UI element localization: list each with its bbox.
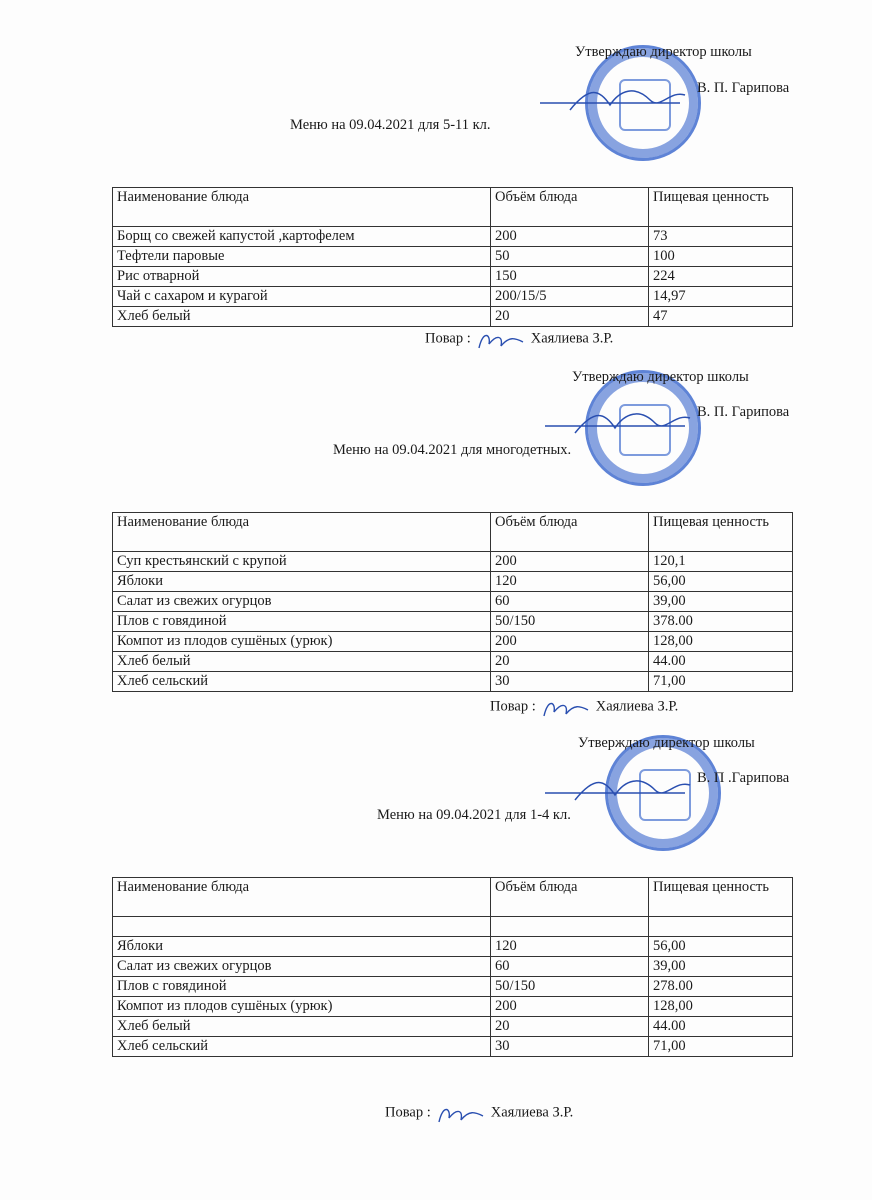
dish-name: Хлеб сельский bbox=[113, 1037, 491, 1057]
header-cell: Пищевая ценность bbox=[649, 188, 793, 227]
table-row bbox=[113, 1037, 793, 1057]
portion-size: 30 bbox=[491, 1037, 649, 1057]
director-signature bbox=[540, 85, 690, 120]
dish-name: Салат из свежих огурцов bbox=[113, 957, 491, 977]
menu-table bbox=[112, 877, 793, 1057]
portion-size: 200 bbox=[491, 552, 649, 572]
portion-size: 60 bbox=[491, 592, 649, 612]
dish-name: Салат из свежих огурцов bbox=[113, 592, 491, 612]
nutritional-value: 39,00 bbox=[649, 957, 793, 977]
dish-name bbox=[113, 917, 491, 937]
dish-name: Хлеб белый bbox=[113, 1017, 491, 1037]
nutritional-value: 128,00 bbox=[649, 997, 793, 1017]
dish-name: Плов с говядиной bbox=[113, 612, 491, 632]
approval-text: Утверждаю директор школы bbox=[572, 369, 749, 385]
nutritional-value: 39,00 bbox=[649, 592, 793, 612]
dish-name: Борщ со свежей капустой ,картофелем bbox=[113, 227, 491, 247]
table-header-row bbox=[113, 878, 793, 917]
approval-text: Утверждаю директор школы bbox=[575, 44, 752, 60]
portion-size: 20 bbox=[491, 307, 649, 327]
cook-signature bbox=[471, 330, 531, 348]
header-cell: Наименование блюда bbox=[113, 188, 491, 227]
nutritional-value: 71,00 bbox=[649, 672, 793, 692]
portion-size: 20 bbox=[491, 652, 649, 672]
table-header-row bbox=[113, 188, 793, 227]
director-name: В. П .Гарипова bbox=[697, 770, 790, 786]
cook-label: Повар : bbox=[425, 330, 471, 347]
director-name: В. П. Гарипова bbox=[697, 404, 790, 420]
table-row bbox=[113, 672, 793, 692]
header-cell: Наименование блюда bbox=[113, 878, 491, 917]
nutritional-value bbox=[649, 917, 793, 937]
nutritional-value: 100 bbox=[649, 247, 793, 267]
portion-size: 200 bbox=[491, 632, 649, 652]
dish-name: Плов с говядиной bbox=[113, 977, 491, 997]
menu-table bbox=[112, 187, 793, 327]
table-row bbox=[113, 247, 793, 267]
nutritional-value: 56,00 bbox=[649, 572, 793, 592]
cook-label: Повар : bbox=[385, 1104, 431, 1121]
nutritional-value: 44.00 bbox=[649, 1017, 793, 1037]
table-row bbox=[113, 552, 793, 572]
dish-name: Компот из плодов сушёных (урюк) bbox=[113, 997, 491, 1017]
nutritional-value: 44.00 bbox=[649, 652, 793, 672]
dish-name: Хлеб белый bbox=[113, 652, 491, 672]
dish-name: Чай с сахаром и курагой bbox=[113, 287, 491, 307]
portion-size: 200/15/5 bbox=[491, 287, 649, 307]
table-row bbox=[113, 632, 793, 652]
portion-size: 60 bbox=[491, 957, 649, 977]
nutritional-value: 71,00 bbox=[649, 1037, 793, 1057]
nutritional-value: 224 bbox=[649, 267, 793, 287]
dish-name: Яблоки bbox=[113, 937, 491, 957]
cook-line bbox=[490, 698, 678, 716]
portion-size: 20 bbox=[491, 1017, 649, 1037]
table-row bbox=[113, 997, 793, 1017]
cook-signature bbox=[536, 698, 596, 716]
cook-line bbox=[385, 1104, 573, 1122]
nutritional-value: 128,00 bbox=[649, 632, 793, 652]
nutritional-value: 378.00 bbox=[649, 612, 793, 632]
portion-size: 50 bbox=[491, 247, 649, 267]
director-signature bbox=[545, 775, 695, 810]
table-row bbox=[113, 287, 793, 307]
nutritional-value: 14,97 bbox=[649, 287, 793, 307]
approval-text: Утверждаю директор школы bbox=[578, 735, 755, 751]
portion-size: 50/150 bbox=[491, 977, 649, 997]
header-cell: Объём блюда bbox=[491, 188, 649, 227]
dish-name: Рис отварной bbox=[113, 267, 491, 287]
dish-name: Хлеб белый bbox=[113, 307, 491, 327]
portion-size: 120 bbox=[491, 937, 649, 957]
nutritional-value: 56,00 bbox=[649, 937, 793, 957]
menu-table bbox=[112, 512, 793, 692]
nutritional-value: 120,1 bbox=[649, 552, 793, 572]
portion-size: 200 bbox=[491, 997, 649, 1017]
menu-title: Меню на 09.04.2021 для многодетных. bbox=[333, 442, 572, 458]
header-cell: Объём блюда bbox=[491, 878, 649, 917]
dish-name: Хлеб сельский bbox=[113, 672, 491, 692]
header-cell: Пищевая ценность bbox=[649, 513, 793, 552]
cook-line bbox=[425, 330, 613, 348]
table-row bbox=[113, 937, 793, 957]
table-row bbox=[113, 612, 793, 632]
header-cell: Пищевая ценность bbox=[649, 878, 793, 917]
cook-name: Хаялиева З.Р. bbox=[595, 698, 679, 715]
header-cell: Объём блюда bbox=[491, 513, 649, 552]
table-row bbox=[113, 592, 793, 612]
portion-size: 120 bbox=[491, 572, 649, 592]
director-name: В. П. Гарипова bbox=[697, 80, 790, 96]
table-row bbox=[113, 1017, 793, 1037]
table-row bbox=[113, 267, 793, 287]
portion-size: 50/150 bbox=[491, 612, 649, 632]
table-row bbox=[113, 977, 793, 997]
portion-size: 200 bbox=[491, 227, 649, 247]
portion-size: 30 bbox=[491, 672, 649, 692]
menu-title: Меню на 09.04.2021 для 5-11 кл. bbox=[290, 117, 491, 133]
director-signature bbox=[545, 408, 695, 443]
dish-name: Тефтели паровые bbox=[113, 247, 491, 267]
header-cell: Наименование блюда bbox=[113, 513, 491, 552]
portion-size: 150 bbox=[491, 267, 649, 287]
nutritional-value: 278.00 bbox=[649, 977, 793, 997]
cook-name: Хаялиева З.Р. bbox=[490, 1104, 574, 1121]
cook-name: Хаялиева З.Р. bbox=[530, 330, 614, 347]
menu-title: Меню на 09.04.2021 для 1-4 кл. bbox=[377, 807, 571, 823]
table-row bbox=[113, 652, 793, 672]
table-row bbox=[113, 307, 793, 327]
cook-signature bbox=[431, 1104, 491, 1122]
nutritional-value: 47 bbox=[649, 307, 793, 327]
table-row bbox=[113, 227, 793, 247]
dish-name: Яблоки bbox=[113, 572, 491, 592]
dish-name: Компот из плодов сушёных (урюк) bbox=[113, 632, 491, 652]
dish-name: Суп крестьянский с крупой bbox=[113, 552, 491, 572]
table-row bbox=[113, 957, 793, 977]
cook-label: Повар : bbox=[490, 698, 536, 715]
table-row bbox=[113, 572, 793, 592]
table-row bbox=[113, 917, 793, 937]
table-header-row bbox=[113, 513, 793, 552]
portion-size bbox=[491, 917, 649, 937]
nutritional-value: 73 bbox=[649, 227, 793, 247]
